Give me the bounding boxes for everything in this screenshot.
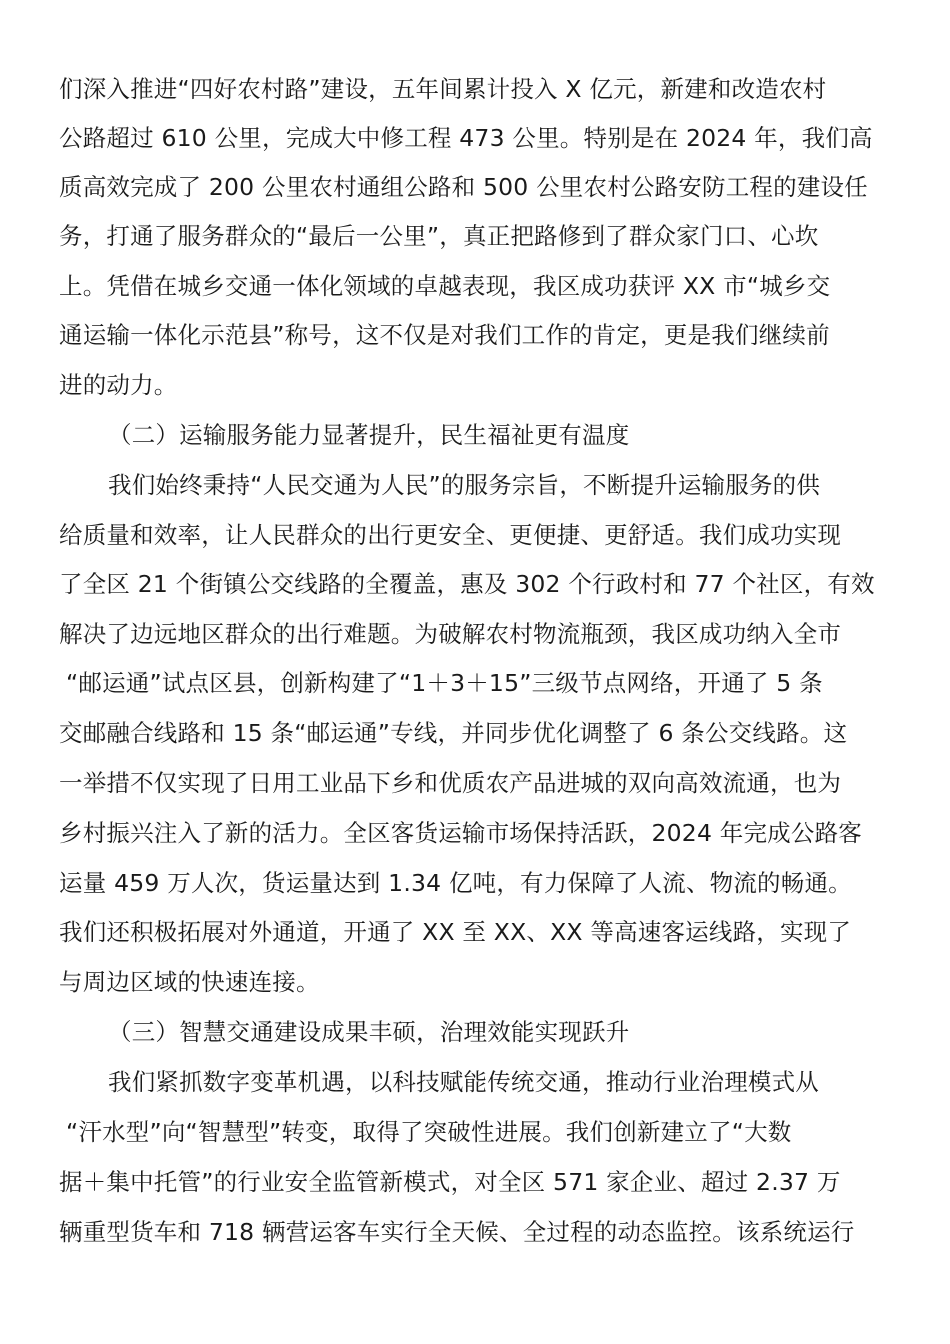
paragraph-line: 解决了边远地区群众的出行难题。为破解农村物流瓶颈，我区成功纳入全市 — [59, 620, 842, 648]
paragraph-line: 我们始终秉持“人民交通为人民”的服务宗旨，不断提升运输服务的供 — [108, 471, 821, 499]
section-heading-2: （二）运输服务能力显著提升，民生福祉更有温度 — [108, 421, 630, 449]
paragraph-line: 上。凭借在城乡交通一体化领域的卓越表现，我区成功获评 XX 市“城乡交 — [59, 272, 831, 300]
paragraph-line: 公路超过 610 公里，完成大中修工程 473 公里。特别是在 2024 年，我们高 — [59, 124, 873, 152]
paragraph-line: 通运输一体化示范县”称号，这不仅是对我们工作的肯定，更是我们继续前 — [59, 321, 830, 349]
paragraph-line: 质高效完成了 200 公里农村通组公路和 500 公里农村公路安防工程的建设任 — [59, 173, 868, 201]
paragraph-line: 与周边区域的快速连接。 — [59, 968, 320, 996]
paragraph-line: 据＋集中托管”的行业安全监管新模式，对全区 571 家企业、超过 2.37 万 — [59, 1168, 841, 1196]
paragraph-line: 一举措不仅实现了日用工业品下乡和优质农产品进城的双向高效流通，也为 — [59, 769, 842, 797]
paragraph-line: 务，打通了服务群众的“最后一公里”，真正把路修到了群众家门口、心坎 — [59, 222, 819, 250]
paragraph-line: 乡村振兴注入了新的活力。全区客货运输市场保持活跃，2024 年完成公路客 — [59, 819, 862, 847]
paragraph-line: “邮运通”试点区县，创新构建了“1＋3＋15”三级节点网络，开通了 5 条 — [66, 669, 823, 697]
paragraph-line: “汗水型”向“智慧型”转变，取得了突破性进展。我们创新建立了“大数 — [66, 1118, 792, 1146]
paragraph-line: 进的动力。 — [59, 371, 178, 399]
paragraph-line: 了全区 21 个街镇公交线路的全覆盖，惠及 302 个行政村和 77 个社区，有效 — [59, 570, 875, 598]
section-heading-3: （三）智慧交通建设成果丰硕，治理效能实现跃升 — [108, 1018, 630, 1046]
paragraph-line: 我们还积极拓展对外通道，开通了 XX 至 XX、XX 等高速客运线路，实现了 — [59, 918, 852, 946]
paragraph-line: 给质量和效率，让人民群众的出行更安全、更便捷、更舒适。我们成功实现 — [59, 521, 842, 549]
paragraph-line: 辆重型货车和 718 辆营运客车实行全天候、全过程的动态监控。该系统运行 — [59, 1218, 855, 1246]
paragraph-line: 我们紧抓数字变革机遇，以科技赋能传统交通，推动行业治理模式从 — [108, 1068, 819, 1096]
paragraph-line: 运量 459 万人次，货运量达到 1.34 亿吨，有力保障了人流、物流的畅通。 — [59, 869, 852, 897]
paragraph-line: 们深入推进“四好农村路”建设，五年间累计投入 X 亿元，新建和改造农村 — [59, 75, 827, 103]
paragraph-line: 交邮融合线路和 15 条“邮运通”专线，并同步优化调整了 6 条公交线路。这 — [59, 719, 848, 747]
